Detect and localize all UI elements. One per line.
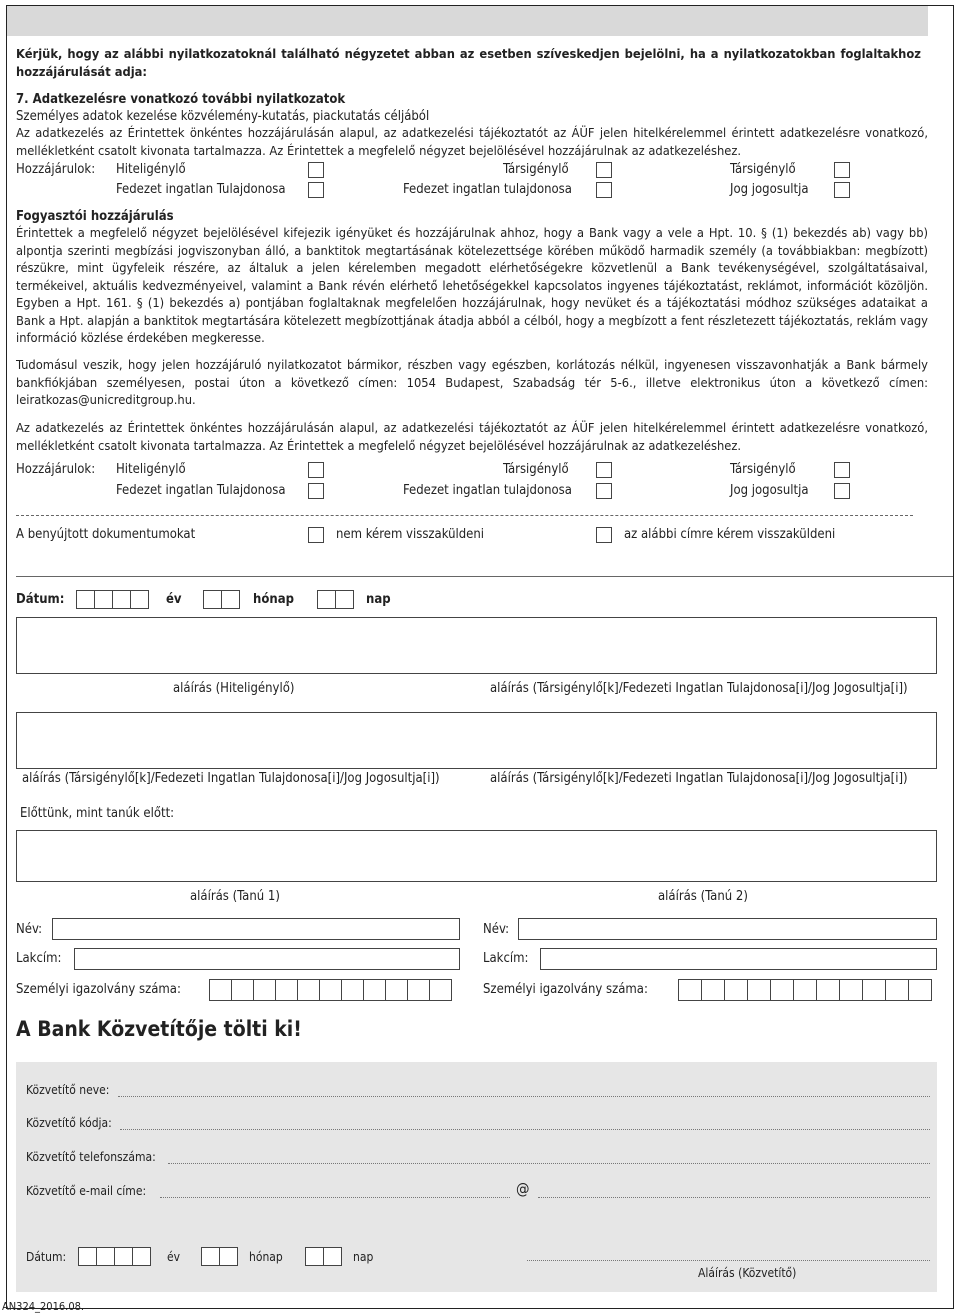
consent2-tarsigenylo2-label: Társigénylő bbox=[730, 462, 796, 477]
form-code-footer: AN324_2016.08. bbox=[2, 1300, 85, 1313]
consent2-hiteligenylo-checkbox[interactable] bbox=[308, 462, 324, 478]
broker-email-label: Közvetítő e-mail címe: bbox=[26, 1184, 147, 1198]
consent2-tarsigenylo2-checkbox[interactable] bbox=[834, 462, 850, 478]
witness2-id-boxes[interactable] bbox=[678, 979, 931, 1001]
witness1-address-field[interactable] bbox=[74, 948, 460, 970]
intro-text: Kérjük, hogy az alábbi nyilatkozatoknál található négyzetet abban az esetben szíveskedjen bejelölni, ha a nyilatkozatokban foglaltakhoz hozzájárulását adja: bbox=[16, 47, 921, 80]
consent-hiteligenylo-label: Hiteligénylő bbox=[116, 162, 186, 177]
bank-date-month-boxes[interactable] bbox=[201, 1247, 237, 1266]
consent2-hiteligenylo-label: Hiteligénylő bbox=[116, 462, 186, 477]
date-label: Dátum: bbox=[16, 592, 65, 607]
header-bar bbox=[7, 6, 928, 36]
consent-fedezet2-checkbox[interactable] bbox=[596, 182, 612, 198]
return-yes-label: az alábbi címre kérem visszaküldeni bbox=[624, 527, 836, 542]
consent2-jog-checkbox[interactable] bbox=[834, 483, 850, 499]
consent-tarsigenylo1-label: Társigénylő bbox=[503, 162, 569, 177]
signature-tarsigenylo-label-1: aláírás (Társigénylő[k]/Fedezeti Ingatlan Tulajdonosa[i]/Jog Jogosultja[i]) bbox=[490, 681, 908, 696]
witness2-label: aláírás (Tanú 2) bbox=[658, 889, 748, 904]
consent-tarsigenylo2-checkbox[interactable] bbox=[834, 162, 850, 178]
witness1-name-field[interactable] bbox=[52, 918, 460, 940]
section-text: Az adatkezelés az Érintettek önkéntes hozzájárulásán alapul, az adatkezelési tájékoztatót az ÁÜF jelen hitelkérelemmel érintett adatkezelésre vonatkozó, mellékletként csatolt kivonata tartalmazza. Az Érintettek a megfelelő négyzet bejelölésével hozzájárulnak az adatkezeléshez. bbox=[16, 126, 928, 159]
return-no-label: nem kérem visszaküldeni bbox=[336, 527, 485, 542]
consumer-text-3: Az adatkezelés az Érintettek önkéntes hozzájárulásán alapul, az adatkezelési tájékoztatót az ÁÜF jelen hitelkérelemmel érintett adatkezelésre vonatkozó, mellékletként csatolt kivonata tartalmazza. Az Érintettek a megfelelő négyzet bejelölésével hozzájárulnak az adatkezeléshez. bbox=[16, 421, 928, 454]
witness-heading: Előttünk, mint tanúk előtt: bbox=[20, 806, 175, 821]
bank-section-title: A Bank Közvetítője tölti ki! bbox=[16, 1017, 302, 1041]
consent2-fedezet2-label: Fedezet ingatlan tulajdonosa bbox=[403, 483, 572, 498]
witness1-address-label: Lakcím: bbox=[16, 951, 62, 966]
broker-name-label: Közvetítő neve: bbox=[26, 1083, 110, 1097]
consumer-heading: Fogyasztói hozzájárulás bbox=[16, 209, 174, 224]
witness-signature-box[interactable] bbox=[16, 830, 937, 882]
witness2-address-field[interactable] bbox=[540, 948, 937, 970]
broker-email-user-field[interactable] bbox=[160, 1197, 510, 1198]
bank-date-day-boxes[interactable] bbox=[305, 1247, 341, 1266]
consent-label: Hozzájárulok: bbox=[16, 162, 96, 177]
broker-phone-field[interactable] bbox=[168, 1163, 930, 1164]
bank-date-year-label: év bbox=[167, 1250, 181, 1264]
date-month-label: hónap bbox=[253, 592, 294, 607]
witness1-id-boxes[interactable] bbox=[209, 979, 451, 1001]
section-heading: 7. Adatkezelésre vonatkozó további nyilatkozatok bbox=[16, 92, 346, 107]
date-month-boxes[interactable] bbox=[203, 590, 239, 609]
address-line[interactable] bbox=[16, 576, 953, 577]
consent2-jog-label: Jog jogosultja bbox=[730, 483, 809, 498]
witness1-id-label: Személyi igazolvány száma: bbox=[16, 982, 181, 997]
bank-date-year-boxes[interactable] bbox=[78, 1247, 150, 1266]
signature-tarsigenylo-label-3: aláírás (Társigénylő[k]/Fedezeti Ingatlan Tulajdonosa[i]/Jog Jogosultja[i]) bbox=[490, 771, 908, 786]
bank-date-label: Dátum: bbox=[26, 1250, 67, 1264]
return-docs-label: A benyújtott dokumentumokat bbox=[16, 527, 196, 542]
date-year-label: év bbox=[166, 592, 182, 607]
consent2-fedezet1-checkbox[interactable] bbox=[308, 483, 324, 499]
witness1-name-label: Név: bbox=[16, 922, 43, 937]
signature-tarsigenylo-label-2: aláírás (Társigénylő[k]/Fedezeti Ingatlan Tulajdonosa[i]/Jog Jogosultja[i]) bbox=[22, 771, 440, 786]
witness2-address-label: Lakcím: bbox=[483, 951, 529, 966]
date-day-label: nap bbox=[366, 592, 391, 607]
email-at-sign: @ bbox=[516, 1180, 530, 1198]
consent2-fedezet2-checkbox[interactable] bbox=[596, 483, 612, 499]
consent-fedezet2-label: Fedezet ingatlan tulajdonosa bbox=[403, 182, 572, 197]
bank-date-month-label: hónap bbox=[249, 1250, 283, 1264]
consent-hiteligenylo-checkbox[interactable] bbox=[308, 162, 324, 178]
dashed-divider bbox=[16, 515, 913, 516]
broker-name-field[interactable] bbox=[118, 1096, 930, 1097]
consent-jog-label: Jog jogosultja bbox=[730, 182, 809, 197]
section-subheading: Személyes adatok kezelése közvélemény-kutatás, piackutatás céljából bbox=[16, 109, 430, 124]
bank-date-day-label: nap bbox=[353, 1250, 374, 1264]
broker-email-domain-field[interactable] bbox=[538, 1197, 930, 1198]
date-day-boxes[interactable] bbox=[317, 590, 353, 609]
return-no-checkbox[interactable] bbox=[308, 527, 324, 543]
consent2-label: Hozzájárulok: bbox=[16, 462, 96, 477]
consent-fedezet1-checkbox[interactable] bbox=[308, 182, 324, 198]
return-yes-checkbox[interactable] bbox=[596, 527, 612, 543]
signature-box-1[interactable] bbox=[16, 617, 937, 674]
broker-signature-label: Aláírás (Közvetítő) bbox=[698, 1266, 797, 1280]
broker-phone-label: Közvetítő telefonszáma: bbox=[26, 1150, 156, 1164]
witness2-name-field[interactable] bbox=[518, 918, 937, 940]
date-year-boxes[interactable] bbox=[76, 590, 148, 609]
consumer-text: Érintettek a megfelelő négyzet bejelölésével kifejezik igényüket és hozzájárulnak ahhoz, hogy a Bank vagy a vele a Hpt. 10. § (1) bekezdés ab) vagy bb) alpontja szerinti megbízási jogviszonyban álló, a banktitok megtartásának kötelezettsége körében működő harmadik személy (a továbbiakban: megbízott) részükre, mint ügyfeleik részére, az általuk a jelen kérelemben megadott elérhetőségekre közvetlenül a Bank tevékenységével, szolgáltatásaival, termékeivel, aktuális kedvezményeivel, valamint a Bank révén elérhető lehetőségekkel kapcsolatos ingyenes tájékoztatást, reklámot, információt közöljön. Egyben a Hpt. 161. § (1) bekezdés a) pontjában foglaltaknak megfelelően hozzájárulnak, hogy nevüket és a tájékoztatási módhoz szükséges adataikat a Bank a Hpt. alapján a banktitok megtartására kötelezett megbízottjának átadja abból a célból, hogy a megbízott a fent részletezett tájékoztatás, reklám vagy információ közlése érdekében megkeresse. bbox=[16, 226, 928, 346]
consumer-text-2: Tudomásul veszik, hogy jelen hozzájáruló nyilatkozatot bármikor, részben vagy egészben, korlátozás nélkül, ingyenesen visszavonhatják a Bank bármely bankfiókjában személyesen, postai úton a következő címen: 1054 Budapest, Szabadság tér 5-6., illetve elektronikus úton a következő címen: leiratkozas@unicreditgroup.hu. bbox=[16, 358, 928, 408]
consent-jog-checkbox[interactable] bbox=[834, 182, 850, 198]
consent-tarsigenylo2-label: Társigénylő bbox=[730, 162, 796, 177]
consent2-tarsigenylo1-label: Társigénylő bbox=[503, 462, 569, 477]
signature-box-2[interactable] bbox=[16, 712, 937, 769]
witness2-name-label: Név: bbox=[483, 922, 510, 937]
broker-code-label: Közvetítő kódja: bbox=[26, 1116, 112, 1130]
signature-hiteligenylo-label: aláírás (Hiteligénylő) bbox=[173, 681, 295, 696]
consent2-tarsigenylo1-checkbox[interactable] bbox=[596, 462, 612, 478]
broker-code-field[interactable] bbox=[120, 1129, 930, 1130]
broker-signature-line[interactable] bbox=[527, 1260, 930, 1261]
consent2-fedezet1-label: Fedezet ingatlan Tulajdonosa bbox=[116, 483, 286, 498]
consent-tarsigenylo1-checkbox[interactable] bbox=[596, 162, 612, 178]
witness2-id-label: Személyi igazolvány száma: bbox=[483, 982, 648, 997]
witness1-label: aláírás (Tanú 1) bbox=[190, 889, 280, 904]
consent-fedezet1-label: Fedezet ingatlan Tulajdonosa bbox=[116, 182, 286, 197]
